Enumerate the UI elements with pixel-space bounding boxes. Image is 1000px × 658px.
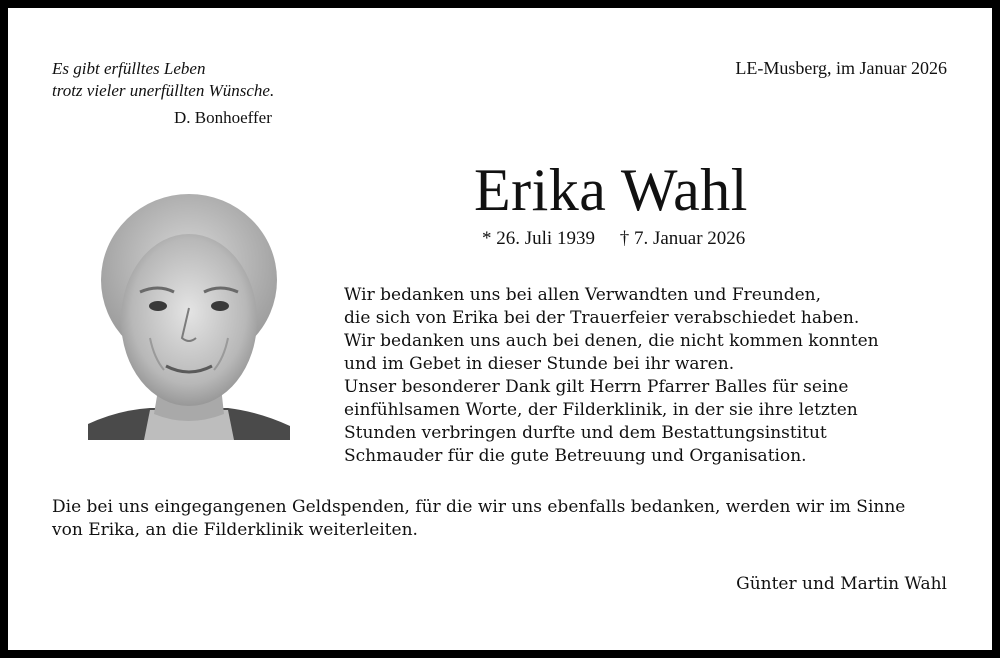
obituary-card bbox=[8, 8, 992, 650]
donation-line: von Erika, an die Filderklinik weiterleiten. bbox=[52, 520, 418, 540]
quote-line: trotz vieler unerfüllten Wünsche. bbox=[52, 81, 275, 100]
message-line: die sich von Erika bei der Trauerfeier verabschiedet haben. bbox=[344, 308, 860, 328]
message-line: Wir bedanken uns auch bei denen, die nicht kommen konnten bbox=[344, 331, 879, 351]
donation-note bbox=[52, 496, 952, 542]
message-line: Unser besonderer Dank gilt Herrn Pfarrer Balles für seine bbox=[344, 377, 849, 397]
thank-you-message bbox=[344, 284, 964, 468]
portrait-photo bbox=[88, 188, 290, 440]
place-date: LE-Musberg, im Januar 2026 bbox=[735, 58, 947, 78]
life-dates bbox=[482, 228, 745, 250]
deceased-name: Erika Wahl bbox=[474, 157, 748, 223]
message-line: Wir bedanken uns bei allen Verwandten und Freunden, bbox=[344, 285, 822, 305]
message-line: Schmauder für die gute Betreuung und Organisation. bbox=[344, 446, 807, 466]
message-line: einfühlsamen Worte, der Filderklinik, in der sie ihre letzten bbox=[344, 400, 858, 420]
message-line: Stunden verbringen durfte und dem Bestattungsinstitut bbox=[344, 423, 827, 443]
death-date: † 7. Januar 2026 bbox=[619, 228, 746, 249]
quote-author: D. Bonhoeffer bbox=[174, 108, 272, 127]
quote bbox=[52, 58, 274, 102]
donation-line: Die bei uns eingegangenen Geldspenden, für die wir uns ebenfalls bedanken, werden wir im Sinne bbox=[52, 497, 906, 517]
quote-line: Es gibt erfülltes Leben bbox=[52, 59, 206, 78]
birth-date: * 26. Juli 1939 bbox=[482, 228, 595, 249]
message-line: und im Gebet in dieser Stunde bei ihr waren. bbox=[344, 354, 735, 374]
signature: Günter und Martin Wahl bbox=[736, 574, 947, 594]
